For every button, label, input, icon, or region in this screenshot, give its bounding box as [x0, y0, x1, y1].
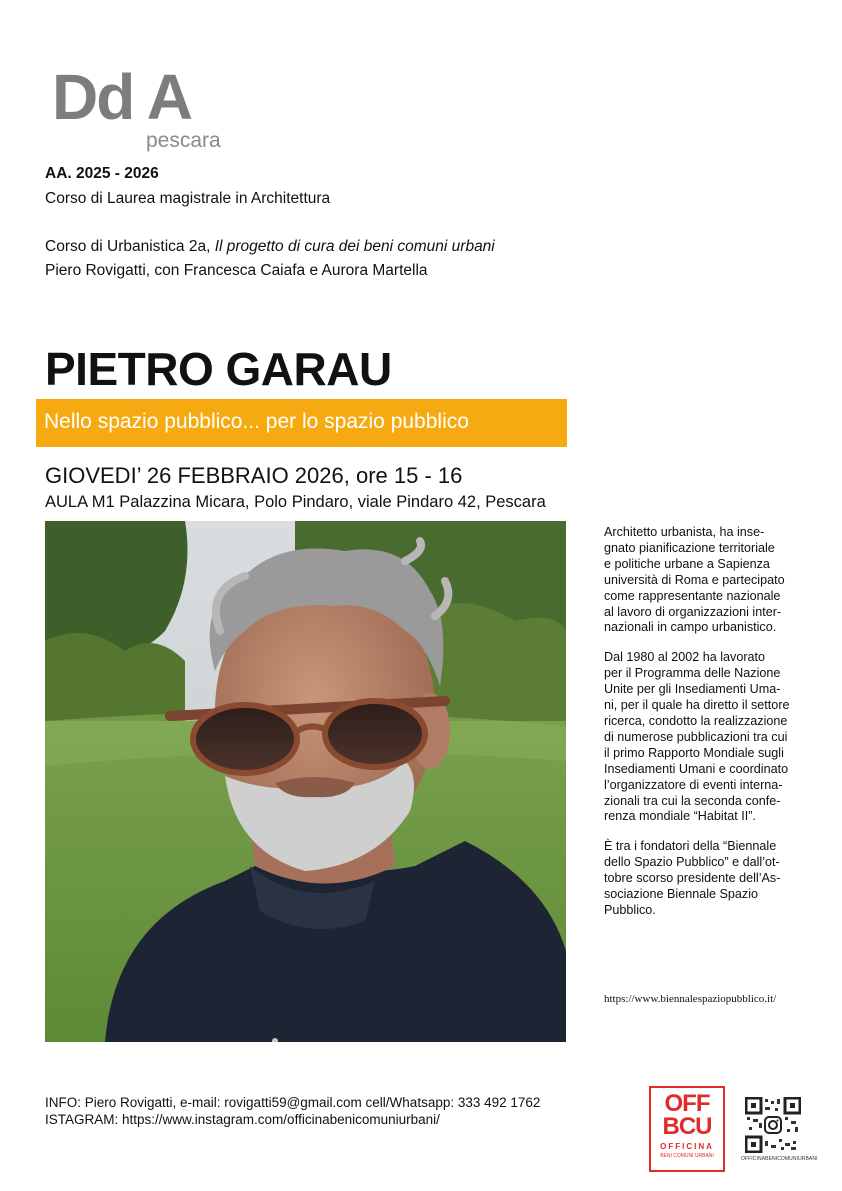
bio-paragraph: [604, 525, 804, 636]
off-logo-line3: OFFICINA: [660, 1142, 714, 1151]
footer-info: [45, 1094, 540, 1128]
bio-paragraph: [604, 650, 804, 825]
qr-caption: OFFICINABENICOMUNIURBANI: [741, 1156, 818, 1162]
bio-line: ni, per il quale ha diretto il settore: [604, 698, 790, 713]
event-venue: AULA M1 Palazzina Micara, Polo Pindaro, viale Pindaro 42, Pescara: [45, 493, 546, 511]
bio-line: sociazione Biennale Spazio: [604, 887, 759, 902]
bio-line: Pubblico.: [604, 902, 656, 917]
dda-logo: Dd A: [52, 61, 191, 133]
bio-line: al lavoro di organizzazioni inter-: [604, 604, 782, 619]
talk-title: Nello spazio pubblico... per lo spazio pubblico: [44, 410, 469, 433]
bio-line: ricerca, condotto la realizzazione: [604, 713, 788, 728]
bio-line: Architetto urbanista, ha inse-: [604, 525, 765, 539]
off-logo-line4: BENI COMUNI URBANI: [660, 1153, 714, 1159]
bio-line: È tra i fondatori della “Biennale: [604, 839, 777, 854]
bio-line: come rappresentante nazionale: [604, 588, 781, 603]
bio-line: zionali tra cui la seconda confe-: [604, 793, 781, 808]
bio-line: nazionali in campo urbanistico.: [604, 620, 777, 635]
contact-info: INFO: Piero Rovigatti, e-mail: rovigatti59@gmail.com cell/Whatsapp: 333 492 1762: [45, 1095, 541, 1110]
bio-line: per il Programma delle Nazione: [604, 666, 781, 681]
biennale-link[interactable]: https://www.biennalespaziopubblico.it/: [604, 993, 777, 1005]
bio-line: il primo Rapporto Mondiale sugli: [604, 745, 784, 760]
bio-line: di numerose pubblicazioni tra cui: [604, 729, 788, 744]
bio-line: renza mondiale “Habitat II”.: [604, 809, 756, 824]
course-line: [45, 237, 495, 257]
bio-paragraph: [604, 839, 804, 919]
off-bcu-logo: [649, 1086, 725, 1172]
speaker-bio: [604, 525, 804, 933]
speaker-name: PIETRO GARAU: [45, 343, 392, 395]
event-date: GIOVEDI’ 26 FEBBRAIO 2026, ore 15 - 16: [45, 463, 463, 488]
course-title: Il progetto di cura dei beni comuni urbani: [214, 238, 495, 255]
dda-logo-subtitle: pescara: [146, 129, 221, 152]
off-logo-line2: BCU: [662, 1113, 712, 1140]
speaker-photo: [45, 521, 566, 1042]
degree-name: Corso di Laurea magistrale in Architettura: [45, 190, 331, 207]
bio-line: gnato pianificazione territoriale: [604, 540, 775, 555]
bio-line: dello Spazio Pubblico” e dall’ot-: [604, 855, 780, 870]
bio-line: l’organizzatore di eventi interna-: [604, 777, 783, 792]
off-logo-line1: OFF: [664, 1090, 710, 1117]
academic-year: AA. 2025 - 2026: [45, 165, 159, 182]
bio-line: Unite per gli Insediamenti Uma-: [604, 682, 781, 697]
qr-code[interactable]: [745, 1097, 801, 1153]
talk-title-banner: [36, 399, 567, 447]
bio-line: e politiche urbane a Sapienza: [604, 556, 770, 571]
bio-line: Insediamenti Umani e coordinato: [604, 761, 789, 776]
instagram-link[interactable]: ISTAGRAM: https://www.instagram.com/officinabenicomuniurbani/: [45, 1112, 440, 1127]
bio-line: Dal 1980 al 2002 ha lavorato: [604, 650, 766, 665]
teachers: Piero Rovigatti, con Francesca Caiafa e Aurora Martella: [45, 262, 428, 279]
course-prefix: Corso di Urbanistica 2a,: [45, 238, 215, 255]
bio-line: università di Roma e partecipato: [604, 572, 785, 587]
bio-line: tobre scorso presidente dell’As-: [604, 871, 781, 886]
